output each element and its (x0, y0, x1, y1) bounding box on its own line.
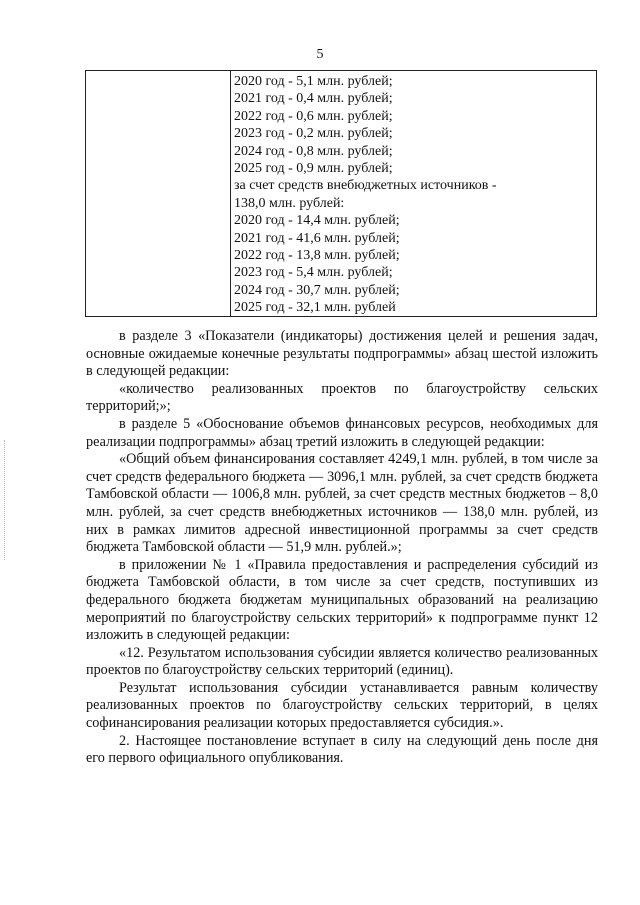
financing-table-label-cell (86, 71, 231, 316)
paragraph-section-3: в разделе 3 «Показатели (индикаторы) достижения целей и решения задач, основные ожидаемые конечные результаты подпрограммы» абзац шестой изложить в следующей редакции: (86, 328, 598, 380)
paragraph-section-5: в разделе 5 «Обоснование объемов финансовых ресурсов, необходимых для реализации подпрограммы» абзац третий изложить в следующей редакции: (86, 415, 598, 450)
financing-line: 2022 год - 13,8 млн. рублей; (234, 248, 400, 264)
financing-line: 2025 год - 0,9 млн. рублей; (234, 161, 393, 177)
page-number: 5 (316, 47, 324, 62)
financing-line: 2021 год - 41,6 млн. рублей; (234, 230, 400, 246)
paragraph-result: Результат использования субсидии устанавливается равным количеству реализованных проектов по благоустройству сельских территорий, в целях софинансирования реализации которых предоставляется субсидия.». (86, 679, 598, 732)
financing-table-value-cell (231, 71, 596, 316)
financing-table (85, 70, 597, 317)
paragraph-indicator-quote: «количество реализованных проектов по благоустройству сельских территорий;»; (86, 380, 598, 415)
margin-mark (4, 440, 7, 560)
document-body (86, 328, 598, 768)
financing-line: за счет средств внебюджетных источников - (234, 178, 497, 194)
paragraph-funding-quote: «Общий объем финансирования составляет 4249,1 млн. рублей, в том числе за счет средств федерального бюджета — 3096,1 млн. рублей, за счет средств бюджета Тамбовской области — 1006,8 млн. рублей, за счет средств местных бюджетов – 8,0 млн. рублей, за счет средств внебюджетных источников — 138,0 млн. рублей, из них в рамках лимитов адресной инвестиционной программы за счет средств бюджета Тамбовской области — 51,9 млн. рублей.»; (86, 451, 598, 556)
financing-line: 2020 год - 14,4 млн. рублей; (234, 213, 400, 229)
paragraph-point-12: «12. Результатом использования субсидии является количество реализованных проектов по благоустройству сельских территорий (единиц). (86, 644, 598, 679)
financing-line: 138,0 млн. рублей: (234, 195, 345, 211)
financing-line: 2023 год - 5,4 млн. рублей; (234, 265, 393, 281)
paragraph-effective-date: 2. Настоящее постановление вступает в силу на следующий день после дня его первого официального опубликования. (86, 732, 598, 767)
financing-line: 2023 год - 0,2 млн. рублей; (234, 126, 393, 142)
financing-line: 2021 год - 0,4 млн. рублей; (234, 91, 393, 107)
financing-line: 2020 год - 5,1 млн. рублей; (234, 74, 393, 89)
paragraph-appendix-1: в приложении № 1 «Правила предоставления и распределения субсидий из бюджета Тамбовской области, в том числе за счет средств, поступивших из федерального бюджета бюджетам муниципальных образований на реализацию мероприятий по благоустройству сельских территорий» к подпрограмме пункт 12 изложить в следующей редакции: (86, 556, 598, 644)
financing-line: 2024 год - 0,8 млн. рублей; (234, 143, 393, 159)
financing-line: 2024 год - 30,7 млн. рублей; (234, 282, 400, 298)
financing-line: 2022 год - 0,6 млн. рублей; (234, 108, 393, 124)
financing-line: 2025 год - 32,1 млн. рублей (234, 300, 396, 316)
